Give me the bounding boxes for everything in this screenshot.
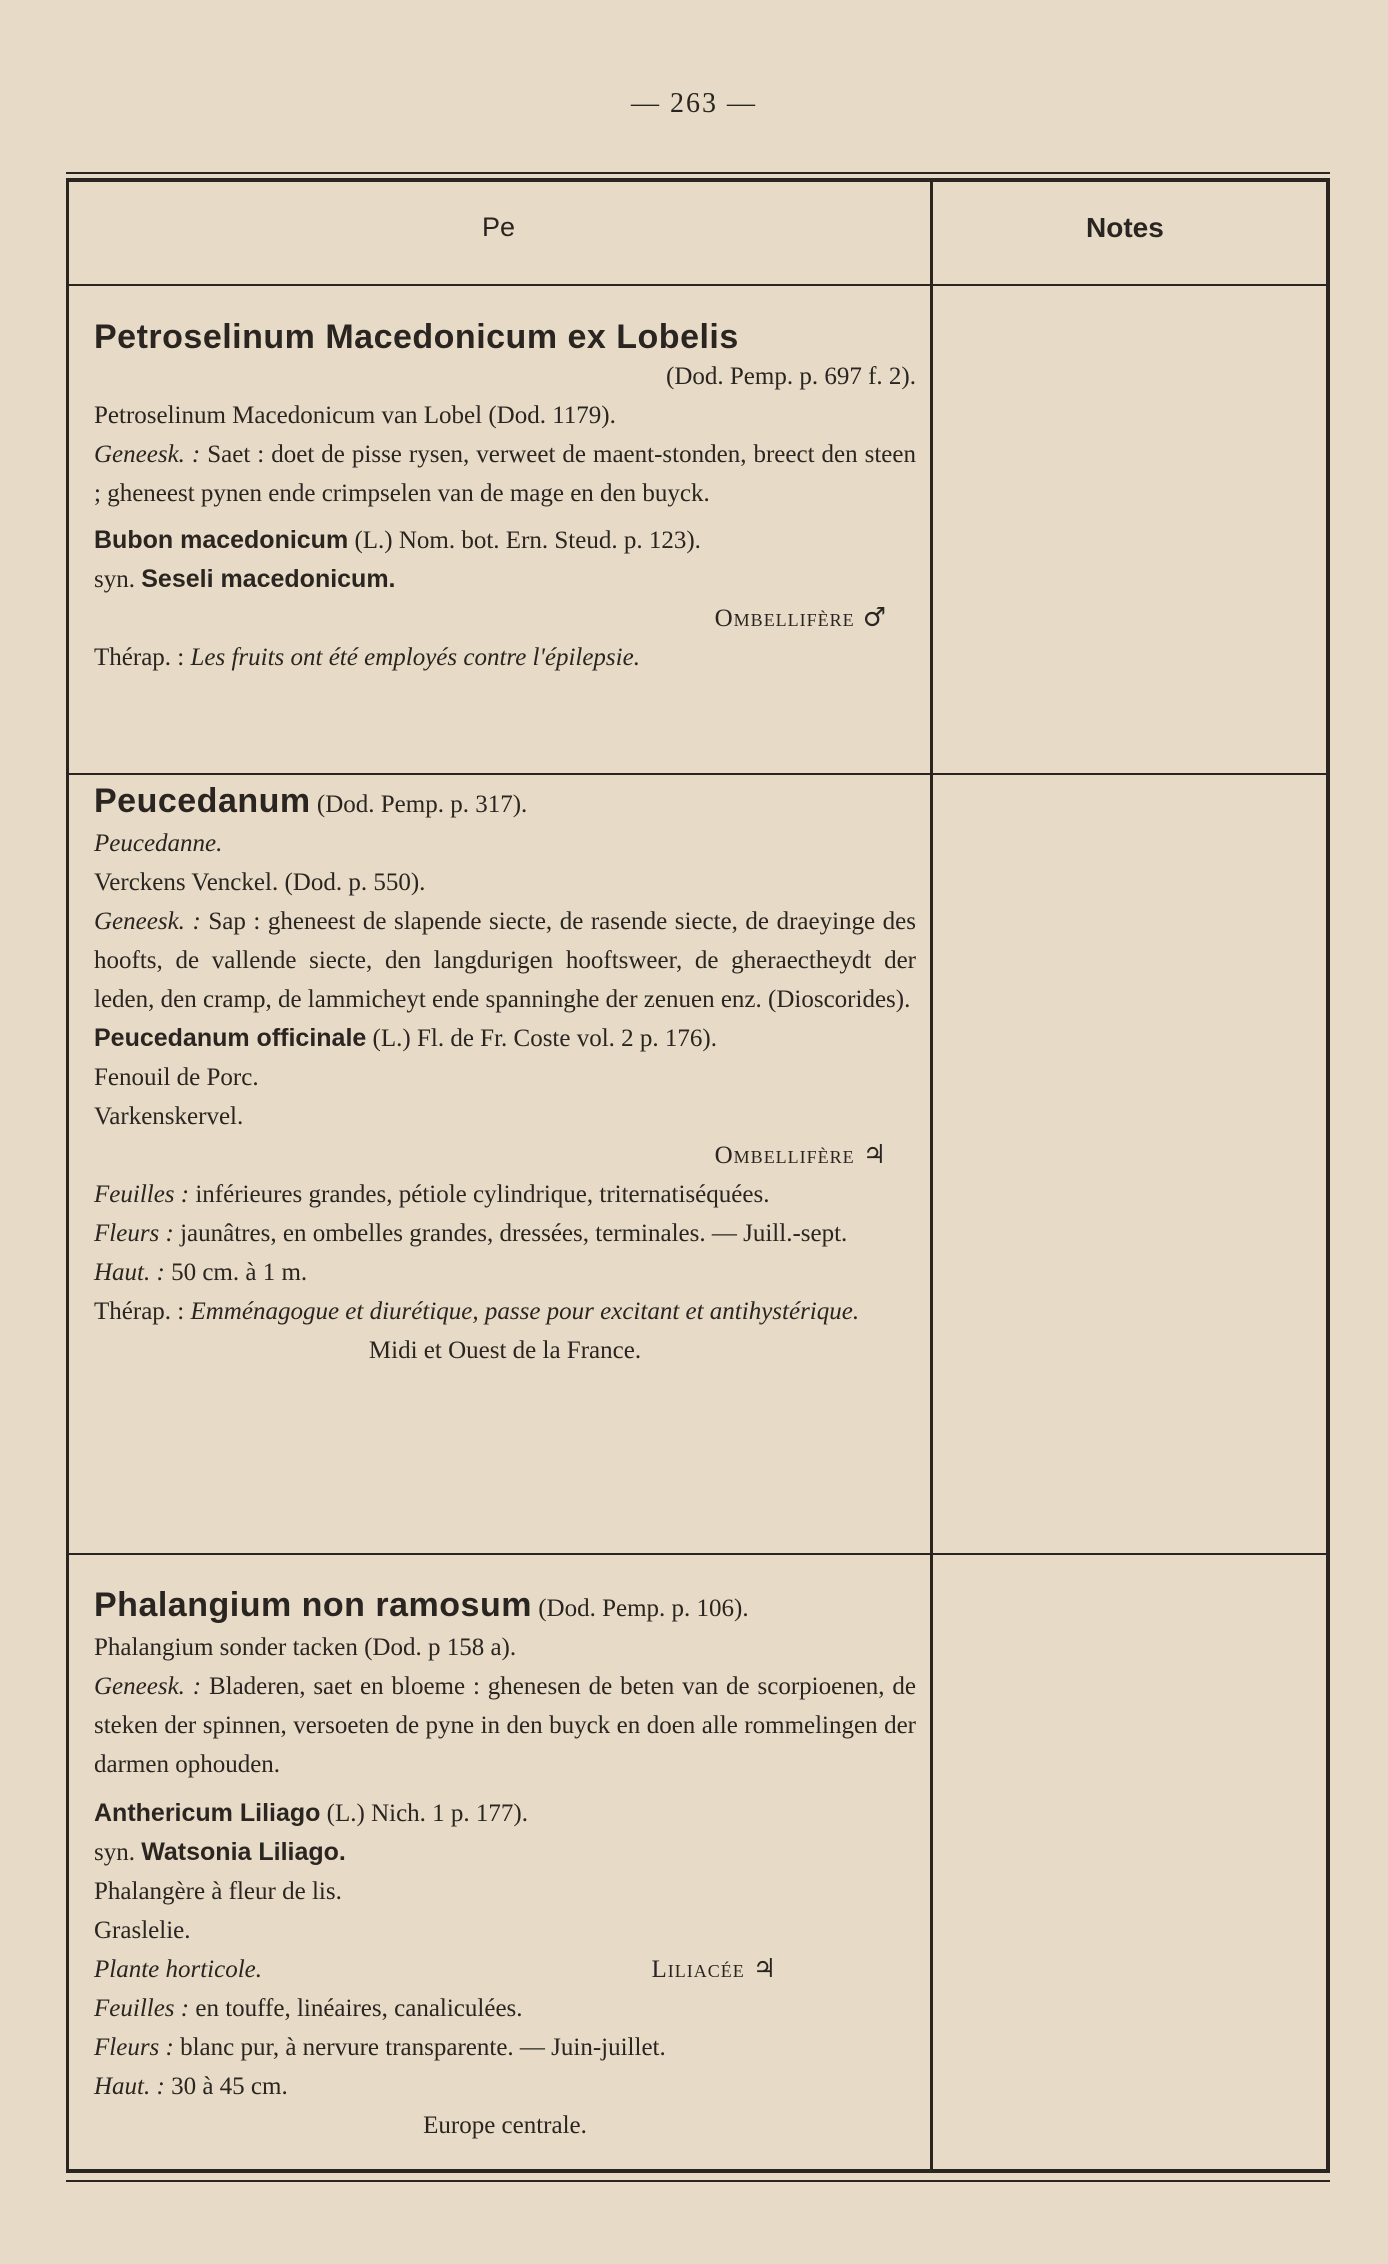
- perennial-symbol-icon: ♃: [862, 1140, 886, 1170]
- haut-label: Haut. :: [94, 2073, 172, 2100]
- fleurs-text: jaunâtres, en ombelles grandes, dressées, terminales. — Juill.-sept.: [180, 1220, 848, 1247]
- entry-separator: [69, 773, 1327, 775]
- column-divider: [930, 178, 933, 2173]
- modern-name-line: [94, 1019, 916, 1058]
- bottom-rule: [66, 2180, 1330, 2182]
- male-symbol-icon: ♂: [862, 603, 886, 633]
- haut-line: [94, 2067, 916, 2106]
- therap-line: [94, 638, 916, 677]
- common-name-french: Phalangère à fleur de lis.: [94, 1878, 342, 1905]
- entry-title-reference: (Dod. Pemp. p. 106).: [531, 1595, 749, 1622]
- entry-title-line: [94, 782, 916, 824]
- family-line: [94, 599, 916, 638]
- dutch-name: Verckens Venckel. (Dod. p. 550).: [94, 869, 426, 896]
- modern-name: Bubon macedonicum: [94, 526, 349, 554]
- therap-text: Les fruits ont été employés contre l'épilepsie.: [190, 644, 640, 671]
- entry-title: Phalangium non ramosum: [94, 1586, 532, 1624]
- modern-reference: (L.) Fl. de Fr. Coste vol. 2 p. 176).: [366, 1025, 717, 1052]
- geneesk-text: Bladeren, saet en bloeme : ghenesen de beten van de scorpioenen, de steken der spinnen, versoeten de pyne in den buyck en doen alle rommelingen der darmen ophouden.: [94, 1673, 916, 1778]
- therap-label: Thérap. :: [94, 644, 191, 671]
- geneesk-paragraph: [94, 435, 916, 513]
- fleurs-line: [94, 1214, 916, 1253]
- geneesk-label: Geneesk. :: [94, 908, 201, 935]
- geneesk-text: Saet : doet de pisse rysen, verweet de maent-stonden, breect den steen ; gheneest pynen ende crimpselen van de mage en den buyck.: [94, 441, 916, 507]
- haut-text: 30 à 45 cm.: [171, 2073, 288, 2100]
- horticultural-note: Plante horticole.: [94, 1956, 263, 1983]
- haut-line: [94, 1253, 916, 1292]
- common-name-french: Fenouil de Porc.: [94, 1064, 259, 1091]
- haut-text: 50 cm. à 1 m.: [171, 1259, 308, 1286]
- entry-petroselinum: [94, 318, 916, 677]
- modern-name-line: [94, 1794, 916, 1833]
- fleurs-line: [94, 2028, 916, 2067]
- feuilles-text: en touffe, linéaires, canaliculées.: [195, 1995, 523, 2022]
- column-header-notes: Notes: [1086, 212, 1164, 243]
- fleurs-label: Fleurs :: [94, 1220, 181, 1247]
- geneesk-paragraph: [94, 1667, 916, 1784]
- feuilles-label: Feuilles :: [94, 1995, 196, 2022]
- geneesk-text: Sap : gheneest de slapende siecte, de rasende siecte, de draeyinge des hoofts, de vallende siecte, den langdurigen hooftsweer, de gheraectheydt der leden, den cramp, de lammicheyt ende spanninghe der zenuen enz. (Dioscorides).: [94, 908, 916, 1013]
- geneesk-label: Geneesk. :: [94, 441, 201, 468]
- entry-title-line: [94, 1586, 916, 1628]
- syn-prefix: syn.: [94, 566, 142, 593]
- common-name-dutch: Graslelie.: [94, 1917, 191, 1944]
- page-number: — 263 —: [631, 88, 757, 119]
- entry-title: Peucedanum: [94, 782, 311, 820]
- haut-label: Haut. :: [94, 1259, 172, 1286]
- family-line: [94, 1136, 916, 1175]
- top-rule: [66, 172, 1330, 174]
- perennial-symbol-icon: ♃: [752, 1954, 776, 1984]
- entry-title-reference: (Dod. Pemp. p. 317).: [310, 791, 528, 818]
- geneesk-paragraph: [94, 902, 916, 1019]
- family-name: Ombellifère: [714, 605, 855, 632]
- dutch-name: Phalangium sonder tacken (Dod. p 158 a).: [94, 1634, 517, 1661]
- synonym-line: [94, 560, 916, 599]
- modern-name: Peucedanum officinale: [94, 1024, 367, 1052]
- fleurs-label: Fleurs :: [94, 2034, 181, 2061]
- entry-phalangium: [94, 1586, 916, 2145]
- feuilles-text: inférieures grandes, pétiole cylindrique, triternatiséquées.: [195, 1181, 770, 1208]
- old-french-name: Peucedanne.: [94, 830, 223, 857]
- entry-reference: (Dod. Pemp. p. 697 f. 2).: [666, 363, 916, 390]
- synonym-line: [94, 1833, 916, 1872]
- feuilles-label: Feuilles :: [94, 1181, 196, 1208]
- modern-name: Anthericum Liliago: [94, 1799, 321, 1827]
- therap-text: Emménagogue et diurétique, passe pour excitant et antihystérique.: [190, 1298, 860, 1325]
- entry-title: Petroselinum Macedonicum ex Lobelis: [94, 318, 739, 356]
- header-separator: [69, 284, 1327, 286]
- modern-reference: (L.) Nich. 1 p. 177).: [320, 1800, 528, 1827]
- distribution: Europe centrale.: [423, 2112, 587, 2139]
- column-header-pe: Pe: [482, 212, 516, 242]
- therap-label: Thérap. :: [94, 1298, 191, 1325]
- family-name: Ombellifère: [714, 1142, 855, 1169]
- therap-line: [94, 1292, 916, 1331]
- family-name: Liliacée: [651, 1956, 745, 1983]
- common-name-dutch: Varkenskervel.: [94, 1103, 244, 1130]
- family-group: [651, 1950, 776, 1989]
- feuilles-line: [94, 1989, 916, 2028]
- feuilles-line: [94, 1175, 916, 1214]
- entry-peucedanum: [94, 782, 916, 1370]
- geneesk-label: Geneesk. :: [94, 1673, 202, 1700]
- note-family-line: [94, 1950, 916, 1989]
- distribution: Midi et Ouest de la France.: [368, 1337, 642, 1364]
- dutch-name: Petroselinum Macedonicum van Lobel (Dod. 1179).: [94, 402, 616, 429]
- synonym-name: Watsonia Liliago.: [141, 1838, 346, 1866]
- entry-separator: [69, 1553, 1327, 1555]
- fleurs-text: blanc pur, à nervure transparente. — Juin-juillet.: [180, 2034, 666, 2061]
- syn-prefix: syn.: [94, 1839, 142, 1866]
- modern-name-line: [94, 521, 916, 560]
- synonym-name: Seseli macedonicum.: [141, 565, 396, 593]
- modern-reference: (L.) Nom. bot. Ern. Steud. p. 123).: [348, 527, 701, 554]
